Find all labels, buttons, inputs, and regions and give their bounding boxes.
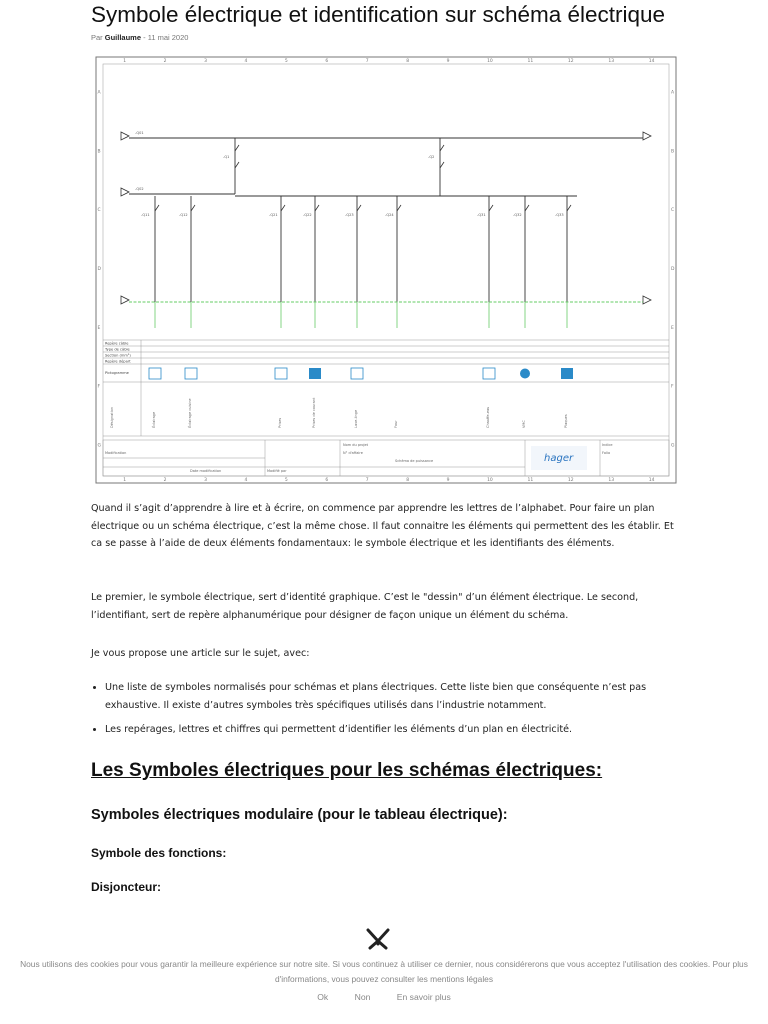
svg-text:Éclairage: Éclairage [152,411,156,428]
grid-row-label: B [671,149,675,155]
svg-text:-Q33: -Q33 [555,213,564,217]
grid-column-label: 14 [648,59,655,64]
meta-separator: - [143,33,146,42]
grid-column-label: 13 [608,478,615,483]
grid-row-label: D [97,267,101,272]
legend-row-label: Section (mm²) [105,353,131,358]
svg-text:Four: Four [394,420,398,428]
grid-column-label: 2 [163,59,167,64]
svg-text:hager: hager [544,453,574,464]
grid-row-label: C [97,208,101,214]
grid-row-label: E [97,325,101,331]
svg-text:-Q21: -Q21 [269,213,278,217]
grid-column-label: 3 [204,59,207,64]
page-title: Symbole électrique et identification sur schéma électrique [91,2,666,27]
third-paragraph: Je vous propose une article sur le sujet, avec: [91,648,310,659]
cartouche-field: Schéma de puissance [395,459,434,463]
grid-row-label: D [671,267,675,272]
grid-row-label: A [671,90,675,96]
legend-row-label: Type de câble [105,347,130,352]
grid-column-label: 1 [123,59,127,64]
functions-heading: Symbole des fonctions: [91,846,227,860]
cookie-ok-button[interactable]: Ok [317,992,329,1002]
grid-row-label: G [671,443,675,449]
cookie-more-link[interactable]: En savoir plus [396,992,451,1002]
cookie-no-button[interactable]: Non [354,992,371,1002]
svg-text:Plaques: Plaques [564,414,568,428]
grid-column-label: 6 [325,59,329,64]
grid-row-label: G [97,443,101,449]
grid-column-label: 10 [487,59,493,64]
cartouche-field: Folio [602,451,611,455]
svg-text:Prises: Prises [278,417,282,428]
cartouche-field: N° d'affaire [343,451,363,455]
grid-row-label: C [671,208,675,214]
svg-text:-Q2: -Q2 [428,155,435,159]
svg-text:Chauffe-eau: Chauffe-eau [486,406,490,428]
svg-text:-Q11: -Q11 [141,213,150,217]
svg-text:-Q02: -Q02 [135,187,144,191]
grid-row-label: F [97,384,101,390]
grid-column-label: 4 [244,59,248,64]
grid-column-label: 12 [567,478,574,483]
svg-text:Lave-linge: Lave-linge [354,409,358,428]
breaker-heading: Disjoncteur: [91,880,162,894]
grid-column-label: 2 [163,478,167,483]
grid-column-label: 9 [446,59,450,64]
cookie-notice: Nous utilisons des cookies pour vous garantir la meilleure expérience sur notre site. Si vous continuez à utiliser ce dernier, nous considérerons que vous acceptez l'utilisation des cookies. Pour plus d'informations, vous pouvez consulter les mentions légales [20,959,748,984]
grid-column-label: 4 [244,478,248,483]
svg-text:-Q01: -Q01 [135,131,144,135]
grid-row-label: B [97,149,101,155]
close-icon[interactable] [363,926,393,950]
legend-row-label: Repère départ [105,359,131,364]
second-paragraph: Le premier, le symbole électrique, sert d’identité graphique. C’est le "dessin" d’un élément électrique. Le second, l’identifiant, sert de repère alphanumérique pour désigner de façon unique un élément du schéma. [91,592,639,621]
publish-date: 11 mai 2020 [147,33,189,42]
grid-column-label: 1 [123,478,127,483]
svg-text:-Q23: -Q23 [345,213,354,217]
feature-list [91,679,695,746]
svg-text:-Q12: -Q12 [179,213,188,217]
svg-text:-Q22: -Q22 [303,213,312,217]
list-item: • Les repérages, lettres et chiffres qui permettent d’identifier les éléments d’un plan en électricité. [105,721,695,739]
svg-text:-Q24: -Q24 [385,213,394,217]
svg-text:-Q32: -Q32 [513,213,522,217]
subsection-heading: Symboles électriques modulaire (pour le tableau électrique): [91,807,508,823]
grid-column-label: 14 [648,478,655,483]
svg-text:-Q1: -Q1 [223,155,230,159]
svg-text:Prises de courant: Prises de courant [312,397,316,428]
svg-text:VMC: VMC [522,420,526,428]
grid-column-label: 7 [365,59,369,64]
grid-column-label: 11 [527,478,534,483]
svg-text:-Q31: -Q31 [477,213,486,217]
grid-column-label: 13 [608,59,615,64]
grid-column-label: 3 [204,478,207,483]
grid-row-label: A [97,90,101,96]
list-item: • Une liste de symboles normalisés pour schémas et plans électriques. Cette liste bien que conséquente n’est pas exhaustive. Il existe d’autres symboles très spécifiques utilisés dans l’industrie notamment. [105,679,695,714]
legend-row-label: Repère câble [105,341,129,346]
grid-column-label: 6 [325,478,329,483]
article-meta [91,33,188,42]
grid-column-label: 11 [527,59,534,64]
grid-column-label: 10 [487,478,493,483]
cartouche-field: Modification [105,451,127,455]
grid-column-label: 9 [446,478,450,483]
grid-column-label: 8 [406,478,410,483]
grid-column-label: 7 [365,478,369,483]
intro-paragraph: Quand il s’agit d’apprendre à lire et à écrire, on commence par apprendre les lettres de l’alphabet. Pour faire un plan électrique ou un schéma électrique, c’est la même chose. Il faut connaitre les éléments qui permettent des les établir. Et ca se passe à l’aide de deux éléments fondamentaux: le symbole électrique et les identifiants des éléments. [91,503,674,550]
svg-text:Éclairage cuisine: Éclairage cuisine [188,398,192,428]
svg-text:Désignation: Désignation [110,407,114,428]
cartouche-field: Indice [602,443,613,447]
author-prefix: Par [91,33,103,42]
cartouche-field: Nom du projet [343,443,369,447]
cartouche-field: Modifié par [267,469,287,473]
grid-column-label: 5 [284,59,288,64]
grid-column-label: 8 [406,59,410,64]
cookie-actions [0,992,768,1002]
grid-column-label: 5 [284,478,288,483]
legend-row-label: Pictogramme [105,371,129,375]
grid-row-label: F [671,384,674,390]
section-heading: Les Symboles électriques pour les schémas électriques: [91,760,603,781]
electrical-schematic-image [95,56,677,484]
cartouche-field: Date modification [190,469,222,473]
author-link[interactable]: Guillaume [104,33,142,42]
grid-column-label: 12 [567,59,574,64]
grid-row-label: E [671,325,674,331]
